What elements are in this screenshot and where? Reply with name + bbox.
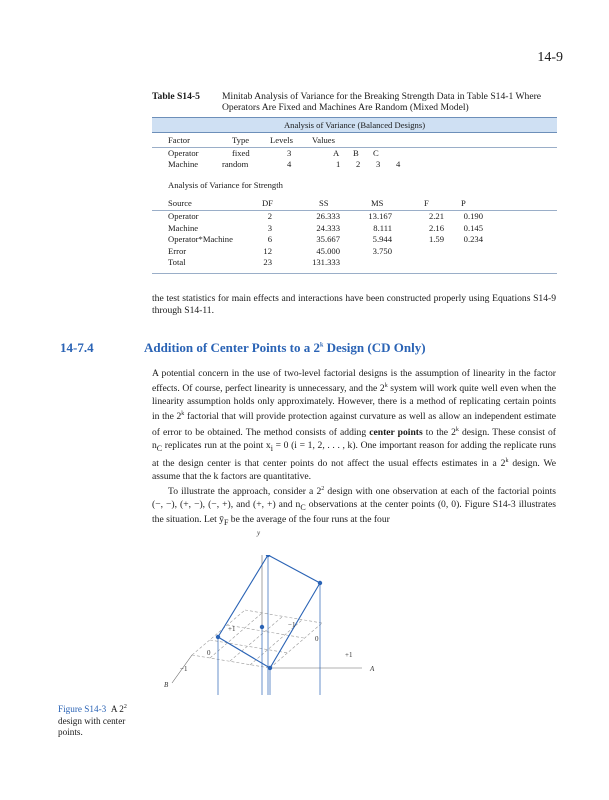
cell: 3: [287, 147, 292, 158]
text: factorial that will provide protection against curvature as well as allow an independent estimate of error to be obtained. The method consists of adding: [152, 411, 557, 439]
text: A potential concern in the use of two-level factorial designs is the assumption of linearity in the factor effects. Of course, perfect linearity is unnecessary, and the 2: [152, 368, 556, 395]
text: observations at the center points (0, 0). Figure S14-3 illustrates the situation. Let ȳ: [152, 498, 556, 525]
figure-labels: [152, 525, 392, 695]
divider: [152, 273, 557, 274]
header-cell: MS: [371, 198, 384, 209]
text: system will work quite well even when the linearity assumption holds only approximately. However, there is a method of replicating certain points in the 2: [152, 383, 557, 423]
cell: Total: [168, 257, 186, 268]
header-cell: Values: [312, 135, 335, 145]
cell: 24.333: [316, 222, 340, 233]
header-cell: Type: [232, 135, 250, 145]
cell: Error: [168, 245, 187, 256]
cell: 3: [267, 222, 272, 233]
cell: 4: [287, 159, 292, 170]
cell: 35.667: [316, 234, 340, 245]
table-row: [152, 234, 557, 246]
cell: 1: [336, 159, 341, 170]
cell: 45.000: [316, 245, 340, 256]
section-heading: [60, 340, 426, 356]
sub: C: [300, 502, 306, 512]
header-cell: Levels: [270, 135, 293, 145]
cell: 3.750: [372, 245, 392, 256]
table-caption-text: Minitab Analysis of Variance for the Breaking Strength Data in Table S14-1 Where Operators Are Fixed and Machines Are Random (Mixed Model): [222, 91, 542, 114]
header-cell: DF: [262, 198, 273, 209]
table-row: [152, 223, 557, 235]
sup: k: [384, 383, 388, 390]
caption-text: A 2: [110, 704, 124, 715]
cell: C: [373, 147, 379, 158]
header-cell: Factor: [168, 135, 190, 145]
cell: 2: [356, 159, 361, 170]
cell: Operator: [168, 147, 199, 158]
sub: C: [156, 443, 163, 453]
cell: 1.59: [428, 234, 444, 245]
title-text: Addition of Center Points to a 2: [144, 340, 320, 355]
section-body: [152, 368, 556, 529]
cell: Operator*Machine: [168, 234, 233, 245]
page-number: 14-9: [537, 50, 563, 65]
text: design. We assume that the k factors are quantitative.: [152, 458, 557, 482]
sup: k: [181, 411, 185, 418]
cell: A: [333, 147, 340, 158]
figure-label: Figure S14-3: [58, 704, 107, 715]
text: be the average of the four runs at the four: [228, 513, 390, 525]
paragraph: the test statistics for main effects and interactions have been constructed properly using Equations S14-9 through S14-11.: [152, 293, 556, 317]
caption-text-end: design with center points.: [58, 715, 126, 738]
cell: 0.234: [463, 234, 483, 245]
factor-header-row: [152, 135, 557, 147]
cell: B: [353, 147, 359, 158]
table-row: [152, 246, 557, 258]
anova-title-text: Analysis of Variance for Strength: [168, 179, 283, 190]
paragraph: [152, 483, 556, 529]
a-axis-label: A: [370, 665, 375, 673]
plus1-left-label: +1: [228, 625, 236, 633]
text: replicates run at the point x: [162, 439, 271, 451]
cell: 0.190: [463, 210, 483, 221]
minus1-b-label: −1: [180, 665, 188, 673]
table-banner: Analysis of Variance (Balanced Designs): [152, 117, 557, 133]
text: To illustrate the approach, consider a 2: [168, 486, 322, 498]
minus1-right-label: −1: [288, 621, 296, 629]
cell: 0.145: [463, 222, 483, 233]
cell: Machine: [168, 222, 199, 233]
paragraph: [152, 368, 556, 483]
header-cell: Source: [168, 198, 192, 209]
cell: 12: [263, 245, 272, 256]
cell: 23: [263, 257, 272, 268]
cell: 2: [267, 210, 272, 221]
cell: 13.167: [368, 210, 392, 221]
cell: 131.333: [312, 257, 340, 268]
b-axis-label: B: [164, 681, 169, 689]
title-sup: k: [319, 342, 324, 349]
zero-right-label: 0: [315, 635, 319, 643]
sup: k: [505, 457, 509, 464]
table-row: [152, 257, 557, 269]
text: design with one observation at each of the factorial points (−, −), (+, −), (−, +), and (+, +) and n: [152, 486, 557, 510]
table-row: [152, 159, 557, 171]
table-label: Table S14-5: [152, 91, 200, 102]
cell: fixed: [232, 147, 250, 158]
header-cell: SS: [319, 198, 329, 209]
cell: Machine: [168, 159, 199, 170]
header-cell: P: [461, 198, 466, 209]
bold-term: center points: [369, 427, 423, 439]
sub: i: [270, 443, 273, 453]
cell: 3: [376, 159, 381, 170]
cell: 4: [396, 159, 401, 170]
section-number: 14-7.4: [60, 340, 94, 355]
cell: 26.333: [316, 210, 340, 221]
anova-body: [152, 211, 557, 269]
cell: 6: [267, 234, 272, 245]
cell: 2.16: [428, 222, 444, 233]
cell: 5.944: [372, 234, 392, 245]
sup: 2: [321, 485, 325, 492]
figure-caption: [58, 702, 150, 739]
cell: random: [222, 159, 249, 170]
zero-left-label: 0: [207, 649, 211, 657]
plus1-a-label: +1: [345, 651, 353, 659]
table-row: [152, 148, 557, 160]
anova-header-row: [152, 198, 557, 210]
header-cell: F: [424, 198, 429, 209]
cell: Operator: [168, 210, 199, 221]
cell: 8.111: [373, 222, 392, 233]
text: to the 2: [422, 427, 456, 439]
text: design. These consist of n: [152, 427, 556, 451]
section-title: [144, 340, 426, 355]
caption-sup: 2: [123, 704, 127, 710]
sup: k: [455, 427, 459, 433]
title-text-end: Design (CD Only): [323, 340, 426, 355]
table-caption: [152, 91, 552, 114]
sub: F: [223, 517, 229, 527]
anova-table: [152, 117, 557, 274]
y-axis-label: y: [257, 529, 261, 537]
table-row: [152, 211, 557, 223]
cell: 2.21: [428, 210, 444, 221]
anova-title: [152, 180, 557, 192]
text: = 0 (i = 1, 2, . . . , k). One important reason for adding the replicate runs at the design center is that center points do not affect the usual effects estimates in a 2: [152, 439, 556, 470]
